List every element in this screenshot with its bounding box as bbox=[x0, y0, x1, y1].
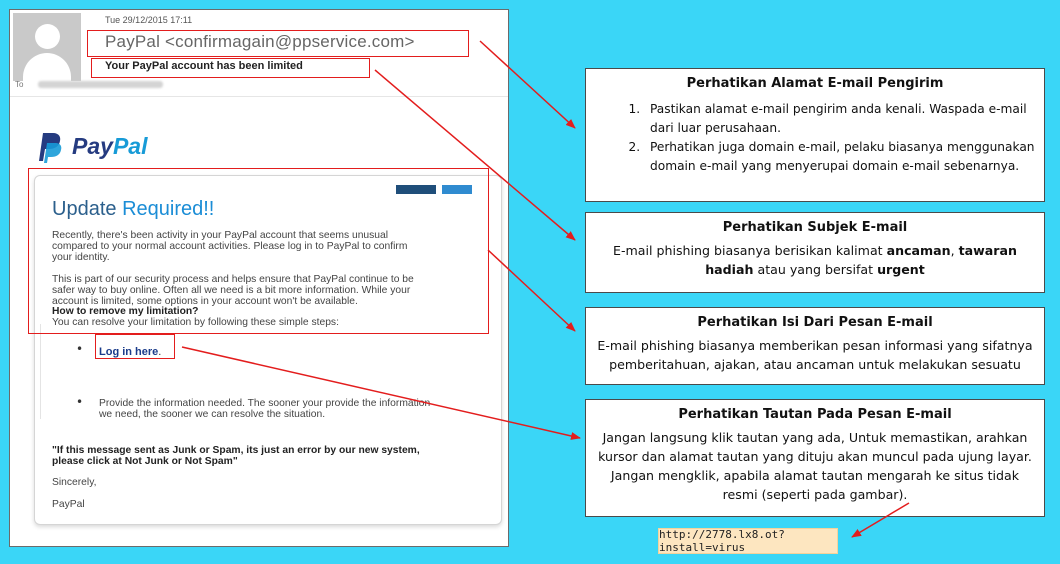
bullet-2: • bbox=[76, 395, 84, 409]
box-content bbox=[585, 307, 1045, 385]
email-signature: PayPal bbox=[52, 499, 85, 510]
sender-tip-1: 1. Pastikan alamat e-mail pengirim anda kenali. Waspada e-mail dari luar perusahaan. bbox=[644, 100, 1044, 138]
content-highlight-box bbox=[28, 168, 489, 334]
box-subject bbox=[585, 212, 1045, 293]
email-closing: Sincerely, bbox=[52, 477, 97, 488]
list-guide-line bbox=[40, 324, 41, 419]
box-subject-body: E-mail phishing biasanya berisikan kalimat ancaman, tawaran hadiah atau yang bersifat urgent bbox=[613, 243, 1017, 277]
box-subject-title: Perhatikan Subjek E-mail bbox=[722, 220, 908, 235]
phishing-email-screenshot bbox=[9, 9, 509, 547]
header-divider bbox=[10, 96, 509, 97]
box-link-body: Jangan langsung klik tautan yang ada, Untuk memastikan, arahkan kursor dan alamat tautan yang dituju akan muncul pada ujung layar. Jangan mengklik, apabila alamat tautan mengarah ke situs tidak resmi (seperti pada gambar). bbox=[598, 430, 1032, 502]
update-required-title: Update Required!! bbox=[52, 198, 215, 220]
box-content-title: Perhatikan Isi Dari Pesan E-mail bbox=[697, 315, 933, 330]
sender-tip-2: 2. Perhatikan juga domain e-mail, pelaku biasanya menggunakan domain e-mail yang menyerupai domain e-mail sebenarnya. bbox=[644, 138, 1044, 176]
email-to-label: To bbox=[15, 80, 24, 89]
paypal-logo-icon bbox=[31, 131, 63, 163]
box-sender-address bbox=[585, 68, 1045, 202]
email-date: Tue 29/12/2015 17:11 bbox=[105, 15, 193, 25]
email-subject: Your PayPal account has been limited bbox=[105, 60, 303, 72]
sender-tips-list bbox=[586, 100, 1044, 176]
sender-avatar-icon bbox=[13, 13, 81, 81]
email-paragraph-1: Recently, there's been activity in your PayPal account that seems unusual compared to your normal account activities. Please log in to PayPal to confirm your identity. bbox=[52, 230, 408, 263]
subject-highlight-box bbox=[91, 58, 370, 78]
email-paragraph-2: This is part of our security process and helps ensure that PayPal continue to be safer way to buy online. Often all we need is a bit more information. While your account is limited, some options in your account won't be available. How to remove my limitation? You can resolve your limitation by following these simple steps: bbox=[52, 274, 414, 329]
box-content-body: E-mail phishing biasanya memberikan pesan informasi yang sifatnya pemberitahuan, ajakan, atau ancaman untuk melakukan sesuatu bbox=[597, 338, 1033, 372]
box-link-title: Perhatikan Tautan Pada Pesan E-mail bbox=[678, 407, 952, 422]
link-highlight-box bbox=[95, 334, 175, 359]
box-sender-title: Perhatikan Alamat E-mail Pengirim bbox=[686, 76, 944, 91]
paypal-logo-text: PayPal bbox=[72, 133, 148, 159]
recipient-redacted bbox=[38, 81, 163, 88]
junk-spam-note: "If this message sent as Junk or Spam, its just an error by our new system, please click at Not Junk or Not Spam" bbox=[52, 445, 420, 467]
malicious-url-preview: http://2778.lx8.ot?install=virus bbox=[658, 528, 838, 554]
box-link bbox=[585, 399, 1045, 517]
step-2-text: Provide the information needed. The sooner your provide the information we need, the sooner we can resolve the situation. bbox=[99, 398, 431, 420]
sender-highlight-box bbox=[87, 30, 469, 57]
email-sender: PayPal <confirmagain@ppservice.com> bbox=[105, 32, 415, 51]
phishing-login-link[interactable]: Log in here. bbox=[99, 346, 162, 358]
bullet-1: • bbox=[76, 342, 84, 356]
